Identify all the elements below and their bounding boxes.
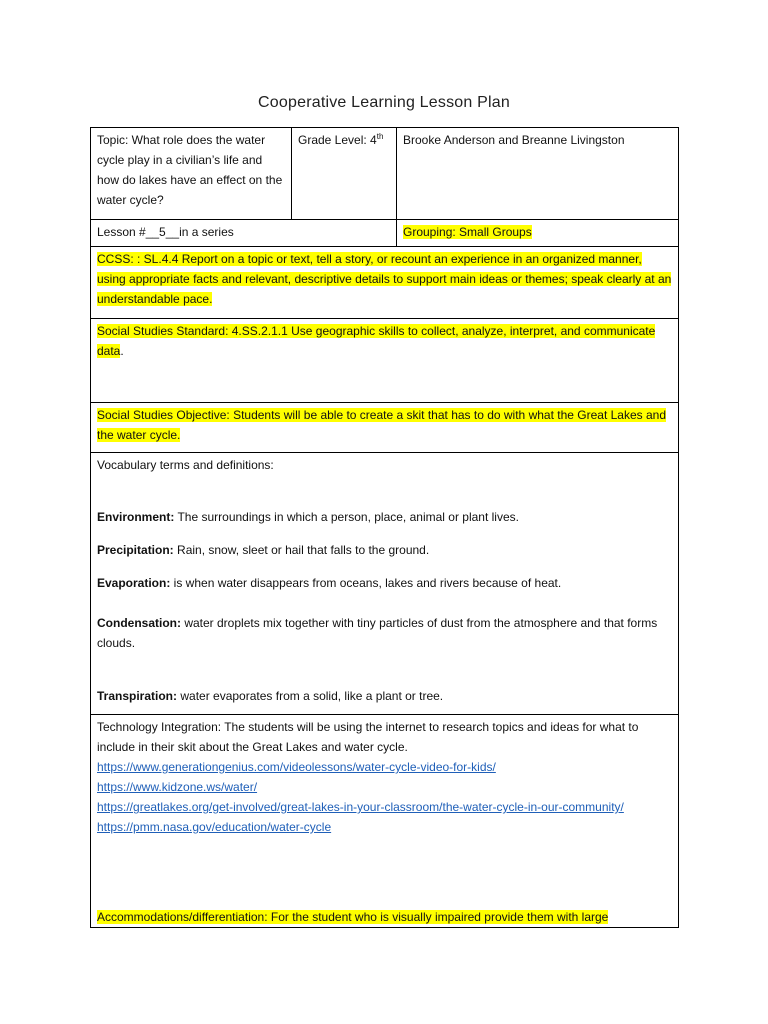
grade-level-text: Grade Level: 4: [298, 133, 377, 147]
grade-level-sup: th: [376, 132, 384, 141]
topic-cell: [91, 128, 291, 219]
technology-cell: [91, 715, 678, 905]
technology-text: Technology Integration: The students will be using the internet to research topics and ideas for what to include in their skit about the Great Lakes and water cycle.: [97, 720, 639, 754]
grade-level-cell: [292, 128, 396, 219]
vocab-term: Condensation:: [97, 616, 181, 630]
vocab-item: [97, 507, 672, 527]
table-border-right: [678, 127, 679, 928]
authors-text: Brooke Anderson and Breanne Livingston: [403, 133, 625, 147]
lesson-number-text: Lesson #__5__in a series: [97, 225, 234, 239]
vocabulary-cell: [91, 453, 678, 714]
vocab-term: Transpiration:: [97, 689, 178, 703]
accommodations-text: Accommodations/differentiation: For the student who is visually impaired provide them with large: [97, 910, 609, 924]
vocab-definition: is when water disappears from oceans, lakes and rivers because of heat.: [170, 576, 562, 590]
vocab-item: [97, 573, 672, 593]
vocab-definition: Rain, snow, sleet or hail that falls to the ground.: [173, 543, 430, 557]
resource-link-kidzone[interactable]: https://www.kidzone.ws/water/: [97, 780, 258, 794]
vocab-item: [97, 540, 672, 560]
resource-link-generationgenius[interactable]: https://www.generationgenius.com/videolessons/water-cycle-video-for-kids/: [97, 760, 496, 774]
lesson-number-cell: [91, 220, 396, 246]
resource-link-greatlakes[interactable]: https://greatlakes.org/get-involved/great-lakes-in-your-classroom/the-water-cycle-in-our-community/: [97, 800, 624, 814]
grouping-cell: [397, 220, 678, 246]
ss-standard-suffix: .: [120, 344, 124, 358]
vocab-item: [97, 686, 672, 706]
vocab-term: Evaporation:: [97, 576, 171, 590]
ss-objective-cell: [91, 403, 678, 452]
vocab-item: [97, 613, 672, 653]
vocab-definition: water evaporates from a solid, like a plant or tree.: [177, 689, 444, 703]
ccss-text: CCSS: : SL.4.4 Report on a topic or text, tell a story, or recount an experience in an organized manner, using appropriate facts and relevant, descriptive details to support main ideas or themes; speak clearly at an understandable pace.: [97, 252, 672, 306]
table-border-bottom: [90, 927, 679, 928]
ss-objective-text: Social Studies Objective: Students will be able to create a skit that has to do with what the Great Lakes and the water cycle.: [97, 408, 666, 442]
grouping-text: Grouping: Small Groups: [403, 225, 532, 239]
vocab-definition: water droplets mix together with tiny particles of dust from the atmosphere and that forms clouds.: [97, 616, 658, 650]
accommodations-cell: [91, 906, 678, 927]
vocab-term: Precipitation:: [97, 543, 174, 557]
ccss-cell: [91, 247, 678, 318]
ss-standard-cell: [91, 319, 678, 402]
ss-standard-text: Social Studies Standard: 4.SS.2.1.1 Use geographic skills to collect, analyze, interpret, and communicate data: [97, 324, 656, 358]
vocab-definition: The surroundings in which a person, place, animal or plant lives.: [174, 510, 519, 524]
vocab-term: Environment:: [97, 510, 175, 524]
topic-text: Topic: What role does the water cycle play in a civilian’s life and how do lakes have an effect on the water cycle?: [97, 133, 283, 207]
authors-cell: [397, 128, 678, 219]
vocabulary-heading: Vocabulary terms and definitions:: [97, 458, 274, 472]
document-title: Cooperative Learning Lesson Plan: [258, 94, 510, 111]
resource-link-nasa[interactable]: https://pmm.nasa.gov/education/water-cycle: [97, 820, 332, 834]
